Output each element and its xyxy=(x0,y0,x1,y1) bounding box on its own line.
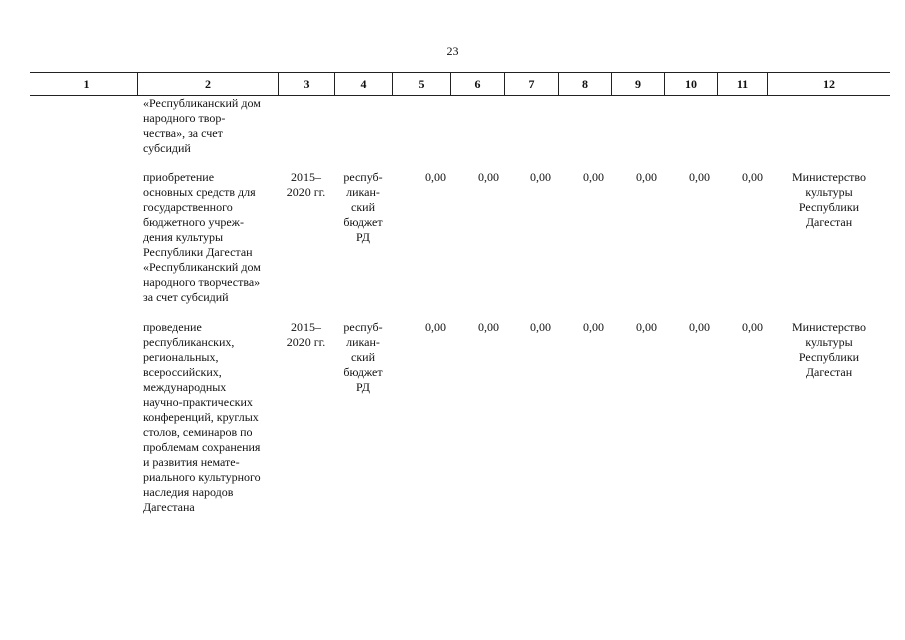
row-1-executor-line: Министерство xyxy=(792,170,866,184)
row-2-value-8: 0,00 xyxy=(583,320,604,334)
row-1-description-line: «Республиканский дом xyxy=(143,260,261,274)
column-header-9: 9 xyxy=(611,73,664,95)
row-2-description-line: риального культурного xyxy=(143,470,261,484)
row-2-description-line: проблемам сохранения xyxy=(143,440,261,454)
row-2-executor-line: Министерство xyxy=(792,320,866,334)
row-1-value-11: 0,00 xyxy=(742,170,763,184)
row-1-period-line: 2015– xyxy=(291,170,321,184)
row-2-executor xyxy=(773,320,885,380)
row-1-value-10: 0,00 xyxy=(689,170,710,184)
row-1-source-line: ский xyxy=(351,200,375,214)
row-2-description-line: проведение xyxy=(143,320,202,334)
row-1-executor-line: культуры xyxy=(805,185,853,199)
row-2-period xyxy=(278,320,334,350)
row-2-source-line: ликан- xyxy=(346,335,380,349)
row-1-source-line: ликан- xyxy=(346,185,380,199)
row-1-value-9: 0,00 xyxy=(636,170,657,184)
row-1-period-line: 2020 гг. xyxy=(286,185,326,199)
row-2-description-line: столов, семинаров по xyxy=(143,425,253,439)
row-0-description-line: «Республиканский дом xyxy=(143,96,261,110)
row-2-executor-line: Дагестан xyxy=(805,365,853,379)
column-header-2: 2 xyxy=(137,73,278,95)
row-2-source-line: респуб- xyxy=(343,320,383,334)
page-number: 23 xyxy=(446,44,459,58)
row-1-description xyxy=(143,170,278,305)
row-0-description-line: народного твор- xyxy=(143,111,226,125)
row-2-description-line: региональных, xyxy=(143,350,219,364)
row-1-source-line: РД xyxy=(356,230,370,244)
row-2-description-line: международных xyxy=(143,380,227,394)
row-2-value-11: 0,00 xyxy=(742,320,763,334)
row-2-description-line: республиканских, xyxy=(143,335,235,349)
row-2-period-line: 2020 гг. xyxy=(286,335,326,349)
column-header-11: 11 xyxy=(717,73,767,95)
row-2-value-5: 0,00 xyxy=(425,320,446,334)
column-header-1: 1 xyxy=(83,77,90,91)
row-1-value-5: 0,00 xyxy=(425,170,446,184)
row-2-value-9: 0,00 xyxy=(636,320,657,334)
row-0-description-line: чества», за счет xyxy=(143,126,223,140)
row-1-source-line: респуб- xyxy=(343,170,383,184)
column-header-6: 6 xyxy=(450,73,504,95)
row-2-description-line: и развития немате- xyxy=(143,455,240,469)
row-2-description-line: научно-практических xyxy=(143,395,253,409)
table-header xyxy=(30,72,890,96)
row-2-source xyxy=(334,320,392,395)
row-1-description-line: государственного xyxy=(143,200,233,214)
column-header-4: 4 xyxy=(334,73,392,95)
row-1-value-7: 0,00 xyxy=(530,170,551,184)
row-0-description xyxy=(143,96,278,156)
row-1-description-line: дения культуры xyxy=(143,230,224,244)
row-2-source-line: ский xyxy=(351,350,375,364)
row-2-executor-line: культуры xyxy=(805,335,853,349)
row-1-source xyxy=(334,170,392,245)
column-header-10: 10 xyxy=(664,73,717,95)
row-2-value-6: 0,00 xyxy=(478,320,499,334)
row-2-description-line: наследия народов xyxy=(143,485,234,499)
row-1-period xyxy=(278,170,334,200)
column-header-8: 8 xyxy=(558,73,611,95)
row-0-description-line: субсидий xyxy=(143,141,191,155)
row-1-value-8: 0,00 xyxy=(583,170,604,184)
column-header-12: 12 xyxy=(767,73,890,95)
row-2-period-line: 2015– xyxy=(291,320,321,334)
row-1-executor-line: Дагестан xyxy=(805,215,853,229)
column-header-5: 5 xyxy=(392,73,450,95)
row-1-value-6: 0,00 xyxy=(478,170,499,184)
row-2-value-7: 0,00 xyxy=(530,320,551,334)
row-2-source-line: бюджет xyxy=(343,365,383,379)
row-1-description-line: народного творчества» xyxy=(143,275,261,289)
row-1-executor-line: Республики xyxy=(798,200,860,214)
row-2-description-line: всероссийских, xyxy=(143,365,222,379)
row-1-description-line: бюджетного учреж- xyxy=(143,215,244,229)
row-1-description-line: за счет субсидий xyxy=(143,290,229,304)
column-header-7: 7 xyxy=(504,73,558,95)
column-header-3: 3 xyxy=(278,73,334,95)
row-1-executor xyxy=(773,170,885,230)
row-2-source-line: РД xyxy=(356,380,370,394)
row-1-description-line: Республики Дагестан xyxy=(143,245,253,259)
row-2-description-line: конференций, круглых xyxy=(143,410,259,424)
row-2-value-10: 0,00 xyxy=(689,320,710,334)
row-1-source-line: бюджет xyxy=(343,215,383,229)
row-2-executor-line: Республики xyxy=(798,350,860,364)
row-2-description-line: Дагестана xyxy=(143,500,195,514)
row-2-description xyxy=(143,320,278,515)
row-1-description-line: приобретение xyxy=(143,170,215,184)
row-1-description-line: основных средств для xyxy=(143,185,256,199)
